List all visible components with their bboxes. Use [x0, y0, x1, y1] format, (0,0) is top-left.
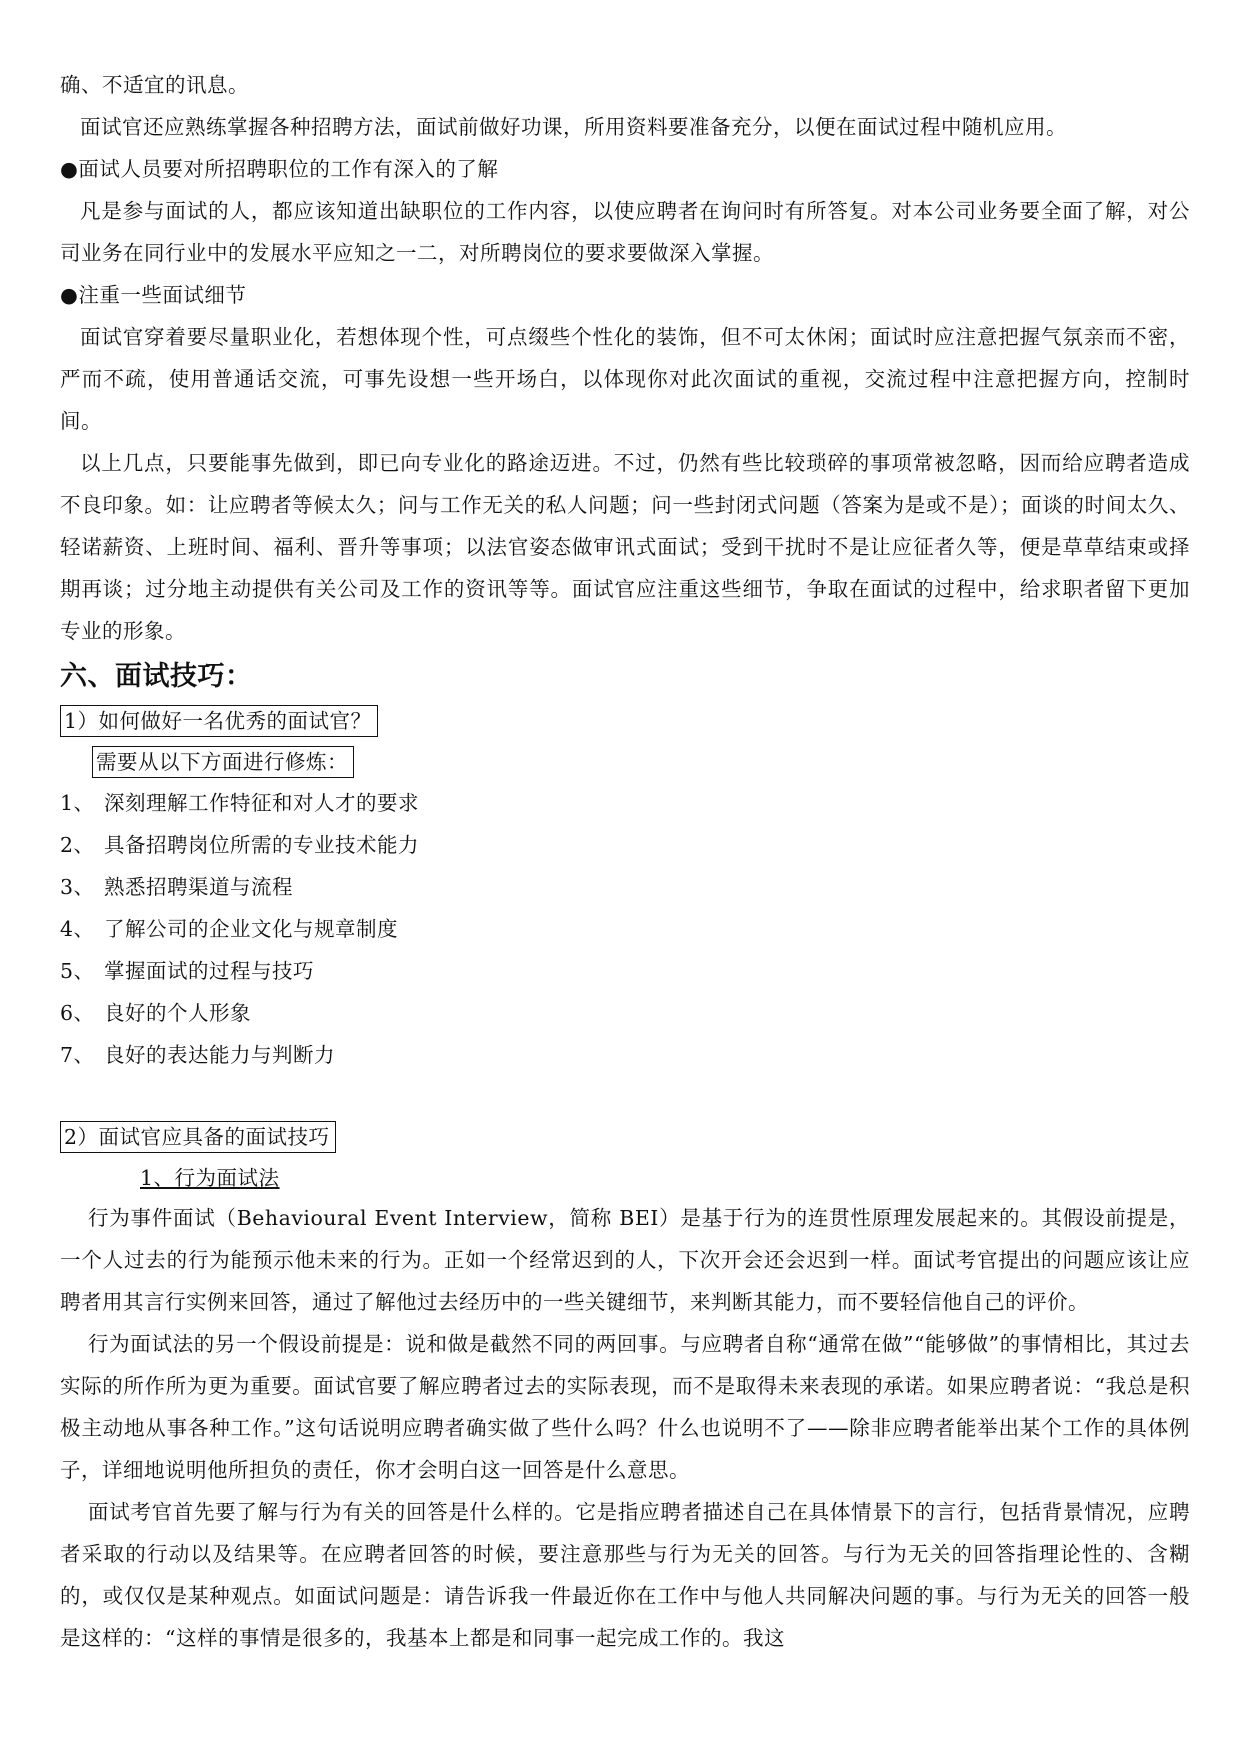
list-item [60, 866, 1190, 908]
bei-paragraph-3: 面试考官首先要了解与行为有关的回答是什么样的。它是指应聘者描述自己在具体情景下的言行，包括背景情况，应聘者采取的行动以及结果等。在应聘者回答的时候，要注意那些与行为无关的回答。与行为无关的回答指理论性的、含糊的，或仅仅是某种观点。如面试问题是：请告诉我一件最近你在工作中与他人共同解决问题的事。与行为无关的回答一般是这样的：“这样的事情是很多的，我基本上都是和同事一起完成工作的。我这 [60, 1500, 1190, 1650]
q2-subheading: 1、行为面试法 [140, 1166, 280, 1190]
list-item-number: 6、 [60, 1001, 95, 1025]
bullet-body-interview-details: 面试官穿着要尽量职业化，若想体现个性，可点缀些个性化的装饰，但不可太休闲；面试时应注意把握气氛亲而不密，严而不疏，使用普通话交流，可事先设想一些开场白，以体现你对此次面试的重视，交流过程中注意把握方向，控制时间。 [60, 325, 1190, 433]
q1-intro: 需要从以下方面进行修炼： [92, 746, 354, 778]
summary-paragraph: 以上几点，只要能事先做到，即已向专业化的路途迈进。不过，仍然有些比较琐碎的事项常被忽略，因而给应聘者造成不良印象。如：让应聘者等候太久；问与工作无关的私人问题；问一些封闭式问题（答案为是或不是）；面谈的时间太久、轻诺薪资、上班时间、福利、晋升等事项；以法官姿态做审讯式面试；受到干扰时不是让应征者久等，便是草草结束或择期再谈；过分地主动提供有关公司及工作的资讯等等。面试官应注重这些细节，争取在面试的过程中，给求职者留下更加专业的形象。 [60, 451, 1190, 643]
q1-list [60, 782, 1190, 1076]
list-item-text: 具备招聘岗位所需的专业技术能力 [104, 833, 419, 857]
q2-title-row [60, 1116, 1190, 1157]
q2-subheading-row [60, 1157, 1190, 1197]
list-item [60, 1034, 1190, 1076]
list-item-text: 良好的表达能力与判断力 [104, 1043, 335, 1067]
paragraph-methods: 面试官还应熟练掌握各种招聘方法，面试前做好功课，所用资料要准备充分，以便在面试过程中随机应用。 [80, 115, 1067, 139]
q2-title: 2）面试官应具备的面试技巧 [60, 1121, 336, 1153]
list-item-text: 深刻理解工作特征和对人才的要求 [104, 791, 419, 815]
spacer [60, 1076, 1190, 1116]
q1-title: 1）如何做好一名优秀的面试官？ [60, 705, 378, 737]
bullet-body-understand-position: 凡是参与面试的人，都应该知道出缺职位的工作内容，以使应聘者在询问时有所答复。对本公司业务要全面了解，对公司业务在同行业中的发展水平应知之一二，对所聘岗位的要求要做深入掌握。 [60, 199, 1190, 265]
list-item-text: 掌握面试的过程与技巧 [104, 959, 314, 983]
list-item [60, 824, 1190, 866]
list-item [60, 992, 1190, 1034]
list-item-number: 7、 [60, 1043, 95, 1067]
list-item-number: 3、 [60, 875, 95, 899]
q1-title-row [60, 700, 1190, 741]
paragraph-continuation: 确、不适宜的讯息。 [60, 73, 249, 97]
list-item-text: 了解公司的企业文化与规章制度 [104, 917, 398, 941]
list-item [60, 908, 1190, 950]
bei-paragraph-1: 行为事件面试（Behavioural Event Interview，简称 BEI）是基于行为的连贯性原理发展起来的。其假设前提是，一个人过去的行为能预示他未来的行为。正如一个经常迟到的人，下次开会还会迟到一样。面试考官提出的问题应该让应聘者用其言行实例来回答，通过了解他过去经历中的一些关键细节，来判断其能力，而不要轻信他自己的评价。 [60, 1206, 1190, 1314]
list-item-number: 4、 [60, 917, 95, 941]
list-item-number: 5、 [60, 959, 95, 983]
bullet-title-interview-details: ●注重一些面试细节 [60, 283, 247, 307]
bei-paragraph-2: 行为面试法的另一个假设前提是：说和做是截然不同的两回事。与应聘者自称“通常在做”“能够做”的事情相比，其过去实际的所作所为更为重要。面试官要了解应聘者过去的实际表现，而不是取得未来表现的承诺。如果应聘者说：“我总是积极主动地从事各种工作。”这句话说明应聘者确实做了些什么吗？什么也说明不了——除非应聘者能举出某个工作的具体例子，详细地说明他所担负的责任，你才会明白这一回答是什么意思。 [60, 1332, 1190, 1482]
document-page [60, 64, 1190, 1659]
list-item [60, 950, 1190, 992]
list-item-text: 熟悉招聘渠道与流程 [104, 875, 293, 899]
section-heading: 六、面试技巧： [60, 661, 253, 692]
list-item-number: 1、 [60, 791, 95, 815]
list-item-number: 2、 [60, 833, 95, 857]
list-item [60, 782, 1190, 824]
q1-intro-row [60, 741, 1190, 782]
list-item-text: 良好的个人形象 [104, 1001, 251, 1025]
bullet-title-understand-position: ●面试人员要对所招聘职位的工作有深入的了解 [60, 157, 499, 181]
